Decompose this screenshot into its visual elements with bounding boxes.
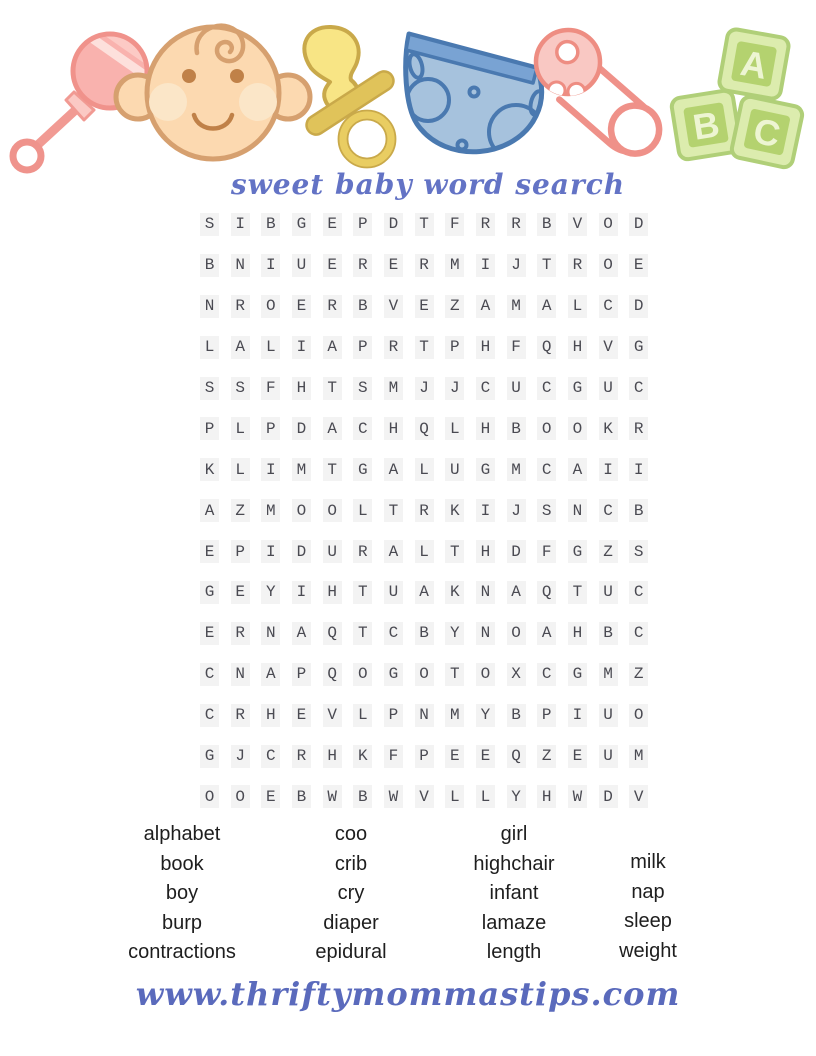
grid-letter: Q <box>415 417 434 440</box>
grid-letter: B <box>292 785 311 808</box>
grid-letter: H <box>384 417 403 440</box>
grid-letter: Q <box>507 745 526 768</box>
word-list-item: book <box>160 852 204 875</box>
grid-letter: T <box>445 540 464 563</box>
baby-eye-left <box>182 69 196 83</box>
grid-letter: G <box>384 663 403 686</box>
grid-letter: A <box>537 622 556 645</box>
grid-letter: W <box>568 785 587 808</box>
word-grid <box>200 204 648 817</box>
grid-letter: C <box>384 622 403 645</box>
grid-letter: M <box>445 704 464 727</box>
grid-letter: E <box>415 295 434 318</box>
footer-url: www.thriftymommastips.com <box>135 975 681 1013</box>
grid-letter: C <box>537 663 556 686</box>
grid-letter: P <box>261 417 280 440</box>
grid-letter: Y <box>507 785 526 808</box>
grid-letter: U <box>599 581 618 604</box>
grid-letter: N <box>231 254 250 277</box>
grid-letter: O <box>200 785 219 808</box>
grid-letter: I <box>261 254 280 277</box>
grid-letter: O <box>415 663 434 686</box>
grid-letter: G <box>292 213 311 236</box>
grid-letter: B <box>261 213 280 236</box>
grid-letter: B <box>415 622 434 645</box>
grid-letter: C <box>200 663 219 686</box>
grid-letter: O <box>599 254 618 277</box>
grid-letter: A <box>292 622 311 645</box>
grid-letter: I <box>292 336 311 359</box>
grid-letter: P <box>384 704 403 727</box>
grid-letter: J <box>507 499 526 522</box>
grid-letter: F <box>507 336 526 359</box>
grid-letter: B <box>353 295 372 318</box>
grid-letter: I <box>476 254 495 277</box>
grid-row <box>200 368 648 409</box>
word-list-item: sleep <box>624 910 672 932</box>
grid-letter: K <box>353 745 372 768</box>
grid-letter: V <box>384 295 403 318</box>
grid-letter: K <box>599 417 618 440</box>
grid-letter: E <box>323 213 342 236</box>
grid-letter: V <box>568 213 587 236</box>
grid-letter: G <box>629 336 648 359</box>
grid-letter: L <box>415 540 434 563</box>
grid-letter: Y <box>261 581 280 604</box>
grid-row <box>200 654 648 695</box>
grid-letter: A <box>568 458 587 481</box>
grid-letter: I <box>476 499 495 522</box>
grid-letter: Z <box>537 745 556 768</box>
grid-letter: A <box>200 499 219 522</box>
baby-cheek-left <box>149 83 187 121</box>
grid-letter: E <box>261 785 280 808</box>
grid-letter: L <box>353 499 372 522</box>
grid-letter: R <box>568 254 587 277</box>
grid-letter: R <box>415 499 434 522</box>
grid-letter: B <box>200 254 219 277</box>
grid-letter: G <box>568 663 587 686</box>
grid-letter: I <box>599 458 618 481</box>
word-column <box>271 820 431 968</box>
grid-letter: R <box>323 295 342 318</box>
grid-letter: C <box>200 704 219 727</box>
grid-letter: O <box>323 499 342 522</box>
grid-letter: Q <box>537 581 556 604</box>
grid-letter: G <box>200 581 219 604</box>
grid-letter: B <box>353 785 372 808</box>
grid-letter: P <box>537 704 556 727</box>
word-list-item: alphabet <box>143 823 221 845</box>
grid-letter: F <box>384 745 403 768</box>
grid-letter: B <box>599 622 618 645</box>
word-list-item: contractions <box>128 941 236 963</box>
grid-letter: E <box>629 254 648 277</box>
grid-row <box>200 572 648 613</box>
grid-letter: L <box>476 785 495 808</box>
grid-letter: P <box>353 336 372 359</box>
grid-letter: U <box>507 377 526 400</box>
grid-letter: S <box>200 213 219 236</box>
grid-letter: I <box>261 458 280 481</box>
grid-letter: R <box>507 213 526 236</box>
word-list-item: length <box>486 941 542 963</box>
grid-letter: G <box>353 458 372 481</box>
abc-blocks-icon <box>671 28 804 169</box>
grid-letter: K <box>200 458 219 481</box>
grid-letter: C <box>261 745 280 768</box>
grid-letter: I <box>568 704 587 727</box>
word-list-item: infant <box>489 882 539 904</box>
grid-row <box>200 695 648 736</box>
grid-letter: A <box>537 295 556 318</box>
grid-letter: B <box>629 499 648 522</box>
grid-letter: H <box>476 336 495 359</box>
grid-letter: Z <box>231 499 250 522</box>
grid-letter: E <box>445 745 464 768</box>
grid-letter: A <box>507 581 526 604</box>
grid-letter: S <box>353 377 372 400</box>
grid-letter: J <box>231 745 250 768</box>
grid-letter: S <box>537 499 556 522</box>
grid-letter: C <box>599 295 618 318</box>
grid-letter: E <box>231 581 250 604</box>
grid-letter: H <box>568 622 587 645</box>
grid-letter: C <box>537 458 556 481</box>
grid-letter: Y <box>476 704 495 727</box>
grid-letter: H <box>568 336 587 359</box>
grid-letter: Q <box>537 336 556 359</box>
grid-letter: T <box>323 377 342 400</box>
grid-letter: Y <box>445 622 464 645</box>
word-list-item: crib <box>334 852 368 875</box>
grid-letter: O <box>568 417 587 440</box>
grid-letter: B <box>537 213 556 236</box>
grid-letter: M <box>507 458 526 481</box>
grid-letter: V <box>599 336 618 359</box>
grid-letter: A <box>323 417 342 440</box>
grid-letter: P <box>200 417 219 440</box>
grid-letter: R <box>231 622 250 645</box>
grid-letter: L <box>261 336 280 359</box>
grid-letter: R <box>231 295 250 318</box>
grid-letter: P <box>292 663 311 686</box>
grid-letter: H <box>476 540 495 563</box>
grid-letter: T <box>353 622 372 645</box>
block-letter: C <box>749 109 784 156</box>
grid-letter: D <box>599 785 618 808</box>
pacifier-icon <box>303 27 397 168</box>
grid-letter: J <box>445 377 464 400</box>
grid-letter: L <box>568 295 587 318</box>
grid-letter: S <box>629 540 648 563</box>
block-letter: B <box>690 103 723 148</box>
grid-letter: B <box>507 417 526 440</box>
grid-row <box>200 286 648 327</box>
grid-letter: O <box>231 785 250 808</box>
grid-letter: A <box>384 540 403 563</box>
grid-letter: O <box>261 295 280 318</box>
word-list-item: weight <box>619 939 677 962</box>
grid-letter: I <box>231 213 250 236</box>
baby-eye-right <box>230 69 244 83</box>
grid-letter: H <box>261 704 280 727</box>
grid-letter: E <box>568 745 587 768</box>
grid-row <box>200 327 648 368</box>
grid-letter: I <box>261 540 280 563</box>
grid-letter: U <box>445 458 464 481</box>
grid-letter: D <box>629 295 648 318</box>
grid-letter: P <box>353 213 372 236</box>
grid-letter: R <box>353 254 372 277</box>
grid-letter: E <box>292 704 311 727</box>
grid-letter: C <box>353 417 372 440</box>
grid-letter: L <box>200 336 219 359</box>
grid-letter: J <box>507 254 526 277</box>
word-list-item: coo <box>334 823 368 845</box>
grid-letter: V <box>415 785 434 808</box>
grid-letter: F <box>261 377 280 400</box>
word-list-item: nap <box>631 880 665 903</box>
grid-letter: U <box>599 704 618 727</box>
grid-row <box>200 490 648 531</box>
grid-letter: D <box>292 417 311 440</box>
grid-letter: R <box>629 417 648 440</box>
word-list-item: burp <box>161 911 203 934</box>
grid-letter: T <box>353 581 372 604</box>
word-list-item: boy <box>165 882 199 904</box>
grid-letter: H <box>476 417 495 440</box>
grid-letter: R <box>384 336 403 359</box>
grid-row <box>200 531 648 572</box>
grid-letter: L <box>231 417 250 440</box>
grid-letter: P <box>231 540 250 563</box>
grid-letter: A <box>476 295 495 318</box>
word-list-item: girl <box>500 823 528 845</box>
grid-letter: X <box>507 663 526 686</box>
grid-letter: C <box>629 622 648 645</box>
word-column <box>578 848 718 966</box>
grid-letter: F <box>445 213 464 236</box>
grid-letter: T <box>415 336 434 359</box>
block-c <box>730 95 804 169</box>
grid-letter: T <box>568 581 587 604</box>
grid-letter: E <box>292 295 311 318</box>
grid-letter: O <box>629 704 648 727</box>
grid-letter: L <box>415 458 434 481</box>
grid-letter: Q <box>323 663 342 686</box>
grid-letter: W <box>384 785 403 808</box>
grid-letter: E <box>384 254 403 277</box>
grid-letter: O <box>353 663 372 686</box>
grid-letter: T <box>415 213 434 236</box>
grid-letter: R <box>476 213 495 236</box>
grid-letter: D <box>507 540 526 563</box>
grid-letter: T <box>323 458 342 481</box>
grid-letter: D <box>629 213 648 236</box>
grid-letter: U <box>323 540 342 563</box>
grid-letter: A <box>231 336 250 359</box>
grid-row <box>200 204 648 245</box>
grid-letter: E <box>476 745 495 768</box>
grid-letter: P <box>415 745 434 768</box>
grid-letter: Z <box>629 663 648 686</box>
grid-letter: U <box>384 581 403 604</box>
grid-letter: D <box>292 540 311 563</box>
grid-letter: A <box>384 458 403 481</box>
block-letter: A <box>737 42 771 87</box>
grid-letter: L <box>445 785 464 808</box>
grid-letter: T <box>445 663 464 686</box>
grid-letter: S <box>200 377 219 400</box>
grid-letter: M <box>629 745 648 768</box>
grid-letter: A <box>261 663 280 686</box>
grid-letter: Z <box>445 295 464 318</box>
grid-letter: R <box>292 745 311 768</box>
grid-letter: M <box>445 254 464 277</box>
grid-letter: L <box>231 458 250 481</box>
grid-row <box>200 449 648 490</box>
grid-letter: D <box>384 213 403 236</box>
header-art <box>0 0 816 190</box>
block-a <box>718 28 790 100</box>
grid-letter: O <box>476 663 495 686</box>
grid-letter: L <box>353 704 372 727</box>
grid-letter: C <box>599 499 618 522</box>
page-title: sweet baby word search <box>230 168 626 201</box>
grid-letter: Z <box>599 540 618 563</box>
grid-letter: U <box>599 377 618 400</box>
grid-letter: N <box>231 663 250 686</box>
grid-letter: R <box>415 254 434 277</box>
word-list-item: lamaze <box>481 911 547 934</box>
grid-row <box>200 245 648 286</box>
word-column <box>434 820 594 968</box>
grid-row <box>200 736 648 777</box>
word-list-item: highchair <box>473 852 555 875</box>
word-list-item: cry <box>337 882 365 904</box>
grid-row <box>200 408 648 449</box>
grid-letter: N <box>415 704 434 727</box>
grid-letter: K <box>445 499 464 522</box>
word-list-item: epidural <box>315 941 387 963</box>
grid-letter: C <box>476 377 495 400</box>
grid-letter: M <box>507 295 526 318</box>
grid-letter: A <box>415 581 434 604</box>
grid-letter: W <box>323 785 342 808</box>
grid-letter: R <box>353 540 372 563</box>
grid-letter: O <box>599 213 618 236</box>
grid-letter: Q <box>323 622 342 645</box>
grid-letter: G <box>568 377 587 400</box>
grid-letter: K <box>445 581 464 604</box>
grid-letter: G <box>568 540 587 563</box>
word-list-item: milk <box>630 851 666 873</box>
grid-letter: C <box>537 377 556 400</box>
grid-row <box>200 776 648 817</box>
grid-letter: J <box>415 377 434 400</box>
grid-letter: C <box>629 377 648 400</box>
grid-letter: A <box>323 336 342 359</box>
grid-letter: N <box>200 295 219 318</box>
grid-letter: H <box>292 377 311 400</box>
grid-letter: F <box>537 540 556 563</box>
grid-letter: M <box>384 377 403 400</box>
grid-letter: H <box>537 785 556 808</box>
grid-letter: E <box>200 622 219 645</box>
grid-letter: M <box>261 499 280 522</box>
grid-letter: O <box>292 499 311 522</box>
grid-letter: N <box>476 622 495 645</box>
grid-letter: M <box>292 458 311 481</box>
grid-letter: I <box>629 458 648 481</box>
grid-letter: M <box>599 663 618 686</box>
grid-letter: N <box>568 499 587 522</box>
grid-letter: S <box>231 377 250 400</box>
baby-face-icon <box>116 26 310 159</box>
grid-letter: G <box>200 745 219 768</box>
grid-letter: C <box>629 581 648 604</box>
grid-row <box>200 613 648 654</box>
grid-letter: E <box>200 540 219 563</box>
grid-letter: L <box>445 417 464 440</box>
grid-letter: H <box>323 745 342 768</box>
grid-letter: U <box>292 254 311 277</box>
diaper-icon <box>406 34 546 159</box>
grid-letter: H <box>323 581 342 604</box>
grid-letter: I <box>292 581 311 604</box>
baby-cheek-right <box>239 83 277 121</box>
grid-letter: T <box>384 499 403 522</box>
grid-letter: V <box>629 785 648 808</box>
grid-letter: O <box>507 622 526 645</box>
grid-letter: E <box>323 254 342 277</box>
grid-letter: P <box>445 336 464 359</box>
grid-letter: R <box>231 704 250 727</box>
grid-letter: U <box>599 745 618 768</box>
grid-letter: T <box>537 254 556 277</box>
grid-letter: O <box>537 417 556 440</box>
grid-letter: N <box>261 622 280 645</box>
grid-letter: V <box>323 704 342 727</box>
word-column <box>82 820 282 968</box>
grid-letter: N <box>476 581 495 604</box>
word-list-item: diaper <box>323 911 379 934</box>
grid-letter: G <box>476 458 495 481</box>
grid-letter: B <box>507 704 526 727</box>
